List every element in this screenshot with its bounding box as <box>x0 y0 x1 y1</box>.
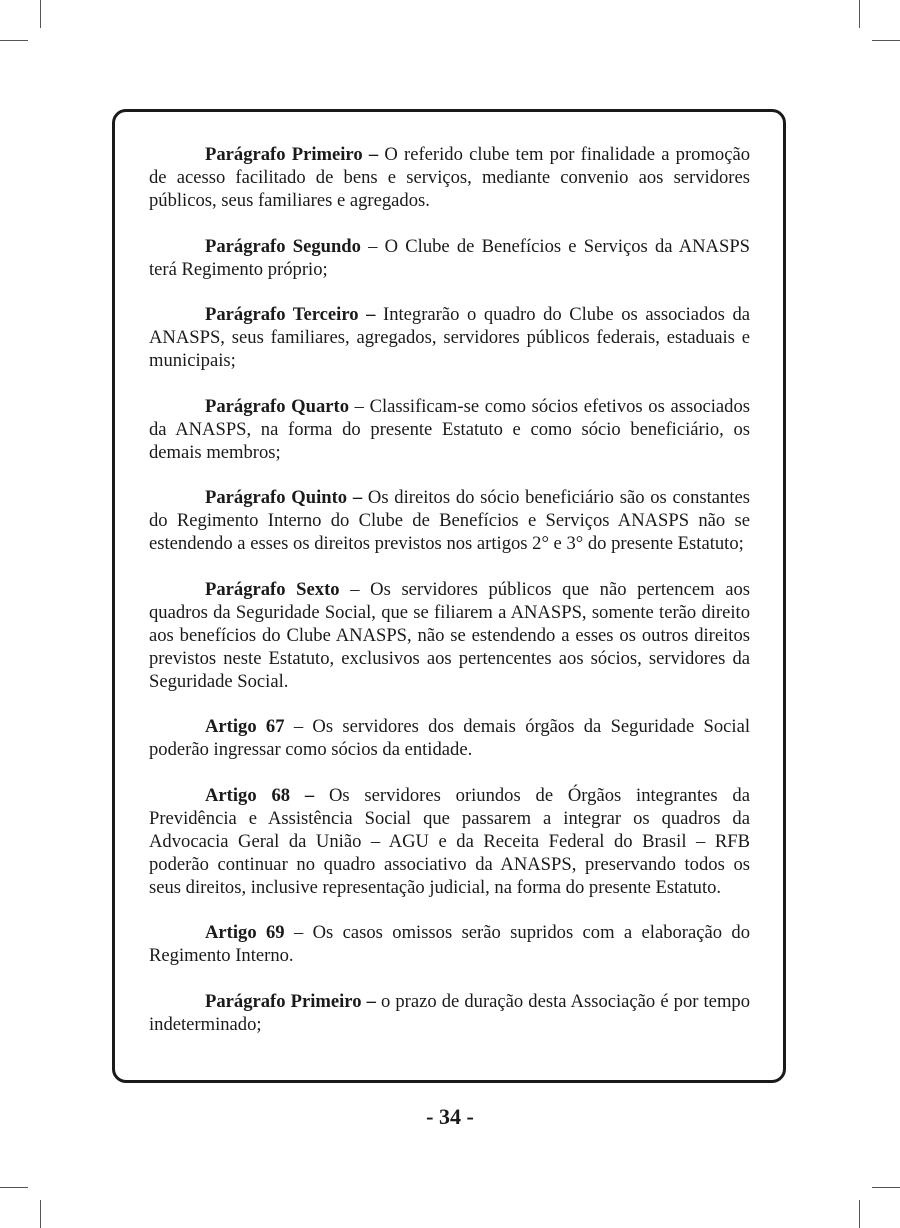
crop-mark <box>872 1187 900 1188</box>
paragraph-title: Parágrafo Segundo <box>205 235 361 257</box>
paragraph <box>149 784 750 899</box>
paragraph <box>149 303 750 372</box>
paragraph <box>149 235 750 281</box>
paragraph-text: Os direitos do sócio beneficiário são os constantes do Regimento Interno do Clube de Benefícios e Serviços ANASPS não se estendendo a esses os direitos previstos nos artigos 2° e 3° do presente Estatuto; <box>149 487 750 554</box>
paragraph <box>149 143 750 212</box>
paragraph-text: – Os casos omissos serão supridos com a elaboração do Regimento Interno. <box>149 922 750 966</box>
paragraph <box>149 395 750 464</box>
page-content <box>149 143 750 1058</box>
paragraph-title: Artigo 68 – <box>205 784 315 806</box>
crop-mark <box>0 1187 28 1188</box>
paragraph-text: – O Clube de Benefícios e Serviços da ANASPS terá Regimento próprio; <box>149 235 751 280</box>
crop-mark <box>40 0 41 28</box>
paragraph <box>149 578 750 693</box>
paragraph <box>149 921 750 967</box>
paragraph-title: Parágrafo Quarto <box>205 395 350 417</box>
paragraph <box>149 715 750 761</box>
paragraph-text: Integrarão o quadro do Clube os associados da ANASPS, seus familiares, agregados, servidores públicos federais, estaduais e municipais; <box>149 304 751 371</box>
paragraph <box>149 990 750 1036</box>
paragraph-title: Parágrafo Quinto – <box>205 487 363 508</box>
paragraph-text: – Os servidores públicos que não pertencem aos quadros da Seguridade Social, que se filiarem a ANASPS, somente terão direito aos benefícios do Clube ANASPS, não se estendendo a esses os outros direitos previstos neste Estatuto, exclusivos aos pertencentes aos sócios, servidores da Seguridade Social. <box>149 578 750 692</box>
paragraph <box>149 486 750 555</box>
crop-mark <box>872 40 900 41</box>
paragraph-text: o prazo de duração desta Associação é por tempo indeterminado; <box>149 990 750 1035</box>
paragraph-title: Parágrafo Sexto <box>205 578 340 600</box>
paragraph-title: Parágrafo Primeiro – <box>205 990 376 1012</box>
paragraph-text: – Classificam-se como sócios efetivos os associados da ANASPS, na forma do presente Estatuto e como sócio beneficiário, os demais membros; <box>149 395 750 463</box>
crop-mark <box>859 1200 860 1228</box>
crop-mark <box>40 1200 41 1228</box>
crop-mark <box>0 40 28 41</box>
paragraph-title: Parágrafo Primeiro – <box>205 144 379 165</box>
paragraph-title: Parágrafo Terceiro – <box>205 304 376 325</box>
paragraph-text: O referido clube tem por finalidade a promoção de acesso facilitado de bens e serviços, mediante convenio aos servidores públicos, seus familiares e agregados. <box>149 144 751 211</box>
paragraph-text: – Os servidores dos demais órgãos da Seguridade Social poderão ingressar como sócios da entidade. <box>149 716 750 760</box>
page-number: - 34 - <box>426 1104 474 1129</box>
paragraph-text: Os servidores oriundos de Órgãos integrantes da Previdência e Assistência Social que passarem a integrar os quadros da Advocacia Geral da União – AGU e da Receita Federal do Brasil – RFB poderão continuar no quadro associativo da ANASPS, preservando todos os seus direitos, inclusive representação judicial, na forma do presente Estatuto. <box>149 784 750 898</box>
paragraph-title: Artigo 69 <box>205 922 285 943</box>
paragraph-title: Artigo 67 <box>205 716 285 737</box>
crop-mark <box>859 0 860 28</box>
